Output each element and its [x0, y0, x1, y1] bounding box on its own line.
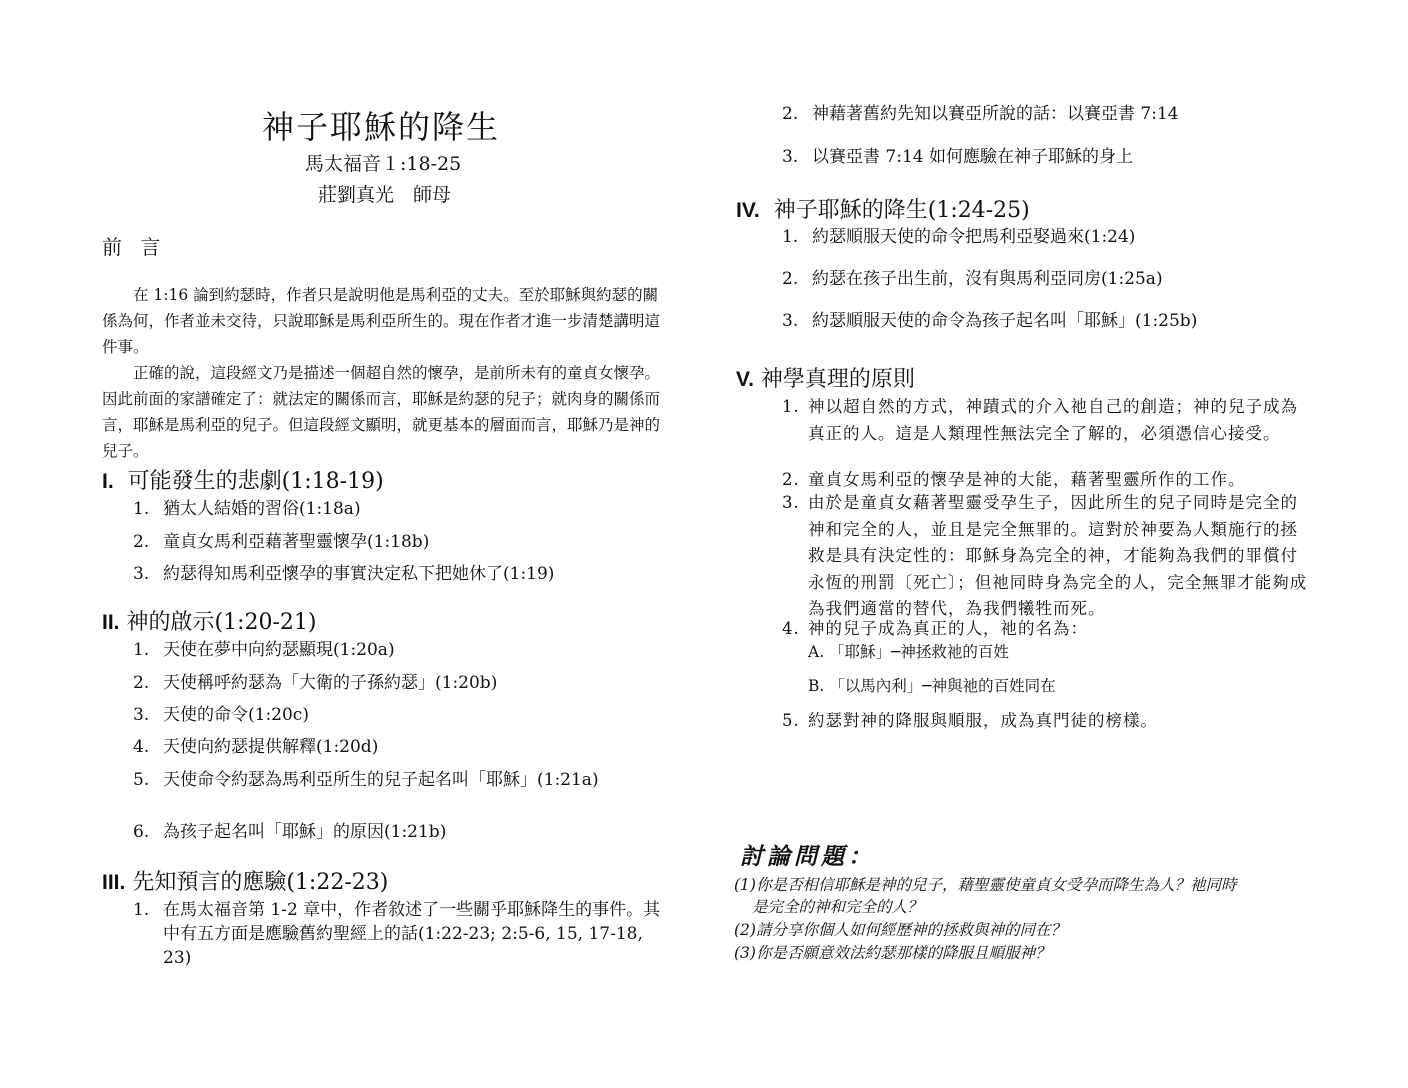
list-item: 2. 約瑟在孩子出生前，沒有與馬利亞同房(1:25a) [782, 269, 1163, 289]
list-item: 4. 天使向約瑟提供解釋(1:20d) [133, 737, 379, 757]
intro-heading: 前 言 [102, 235, 167, 259]
section-heading-1 [102, 464, 384, 495]
section-title: 神的啟示(1:20-21) [126, 610, 317, 635]
section-heading-3 [102, 865, 388, 896]
list-item: 1. 天使在夢中向約瑟顯現(1:20a) [133, 640, 395, 660]
list-item: 5. 天使命令約瑟為馬利亞所生的兒子起名叫「耶穌」(1:21a) [133, 770, 599, 790]
list-item: 1. 神以超自然的方式，神蹟式的介入祂自己的創造；神的兒子成為真正的人。這是人類理性無法完全了解的，必須憑信心接受。 [782, 397, 1298, 443]
discussion-question: (3)你是否願意效法約瑟那樣的降服且順服神？ [734, 944, 1051, 962]
list-item: 5. 約瑟對神的降服與順服，成為真門徒的榜樣。 [782, 711, 1158, 730]
sub-list-item: A. 「耶穌」─神拯救祂的百姓 [808, 643, 1009, 661]
list-item: 2. 天使稱呼約瑟為「大衛的子孫約瑟」(1:20b) [133, 673, 498, 693]
list-item: 2. 童貞女馬利亞藉著聖靈懷孕(1:18b) [133, 532, 430, 552]
intro-paragraph: 在 1:16 論到約瑟時，作者只是說明他是馬利亞的丈夫。至於耶穌與約瑟的關係為何，作者並未交待，只說耶穌是馬利亞所生的。現在作者才進一步清楚講明這件事。 [102, 286, 661, 356]
section-number: IV. [736, 199, 760, 222]
discussion-heading: 討論問題： [740, 843, 875, 870]
intro-body [102, 282, 672, 464]
list-item: 4. 神的兒子成為真正的人，祂的名為： [782, 619, 1088, 638]
section-title: 可能發生的悲劇(1:18-19) [127, 469, 384, 494]
section-title: 神子耶穌的降生(1:24-25) [773, 198, 1030, 223]
intro-paragraph: 正確的說，這段經文乃是描述一個超自然的懷孕，是前所未有的童貞女懷孕。因此前面的家譜確定了：就法定的關係而言，耶穌是約瑟的兒子；就肉身的關係而言，耶穌是馬利亞的兒子。但這段經文顯明，就更基本的層面而言，耶穌乃是神的兒子。 [102, 364, 661, 460]
section-heading-4 [736, 193, 1030, 224]
discussion-question: (1)你是否相信耶穌是神的兒子，藉聖靈使童貞女受孕而降生為人？祂同時 是完全的神和完全的人？ [734, 876, 1237, 916]
list-item: 3. 約瑟得知馬利亞懷孕的事實決定私下把她休了(1:19) [133, 564, 555, 584]
author-name: 莊劉真光 師母 [318, 184, 452, 206]
section-number: II. [102, 611, 120, 634]
list-item: 1. 猶太人結婚的習俗(1:18a) [133, 499, 361, 519]
list-item: 6. 為孩子起名叫「耶穌」的原因(1:21b) [133, 822, 447, 842]
section-title: 先知預言的應驗(1:22-23) [132, 870, 389, 895]
list-item: 1. 約瑟順服天使的命令把馬利亞娶過來(1:24) [782, 227, 1136, 247]
list-item: 3. 約瑟順服天使的命令為孩子起名叫「耶穌」(1:25b) [782, 311, 1198, 331]
section-title: 神學真理的原則 [760, 367, 915, 392]
list-item: 3. 以賽亞書 7:14 如何應驗在神子耶穌的身上 [782, 147, 1133, 167]
list-item: 3. 由於是童貞女藉著聖靈受孕生子，因此所生的兒子同時是完全的神和完全的人，並且是完全無罪的。這對於神要為人類施行的拯救是具有決定性的：耶穌身為完全的神，才能夠為我們的罪償付永恆的刑罰〔死亡〕；但祂同時身為完全的人，完全無罪才能夠成為我們適當的替代，為我們犧牲而死。 [782, 493, 1308, 618]
page-title: 神子耶穌的降生 [262, 108, 501, 146]
list-item: 1. 在馬太福音第 1-2 章中，作者敘述了一些關乎耶穌降生的事件。其中有五方面是應驗舊約聖經上的話(1:22-23; 2:5-6, 15, 17-18, 23) [133, 900, 661, 968]
discussion-question: (2)請分享你個人如何經歷神的拯救與神的同在？ [734, 921, 1066, 939]
section-heading-5 [736, 362, 915, 393]
list-item: 3. 天使的命令(1:20c) [133, 705, 309, 725]
list-item: 2. 童貞女馬利亞的懷孕是神的大能，藉著聖靈所作的工作。 [782, 470, 1246, 489]
sub-list-item: B. 「以馬內利」─神與祂的百姓同在 [808, 677, 1056, 695]
section-number: III. [102, 871, 126, 894]
section-number: I. [102, 470, 114, 493]
section-number: V. [736, 368, 754, 391]
list-item: 2. 神藉著舊約先知以賽亞所說的話：以賽亞書 7:14 [782, 104, 1179, 124]
section-heading-2 [102, 605, 317, 636]
scripture-reference: 馬太福音１:18-25 [305, 153, 462, 175]
